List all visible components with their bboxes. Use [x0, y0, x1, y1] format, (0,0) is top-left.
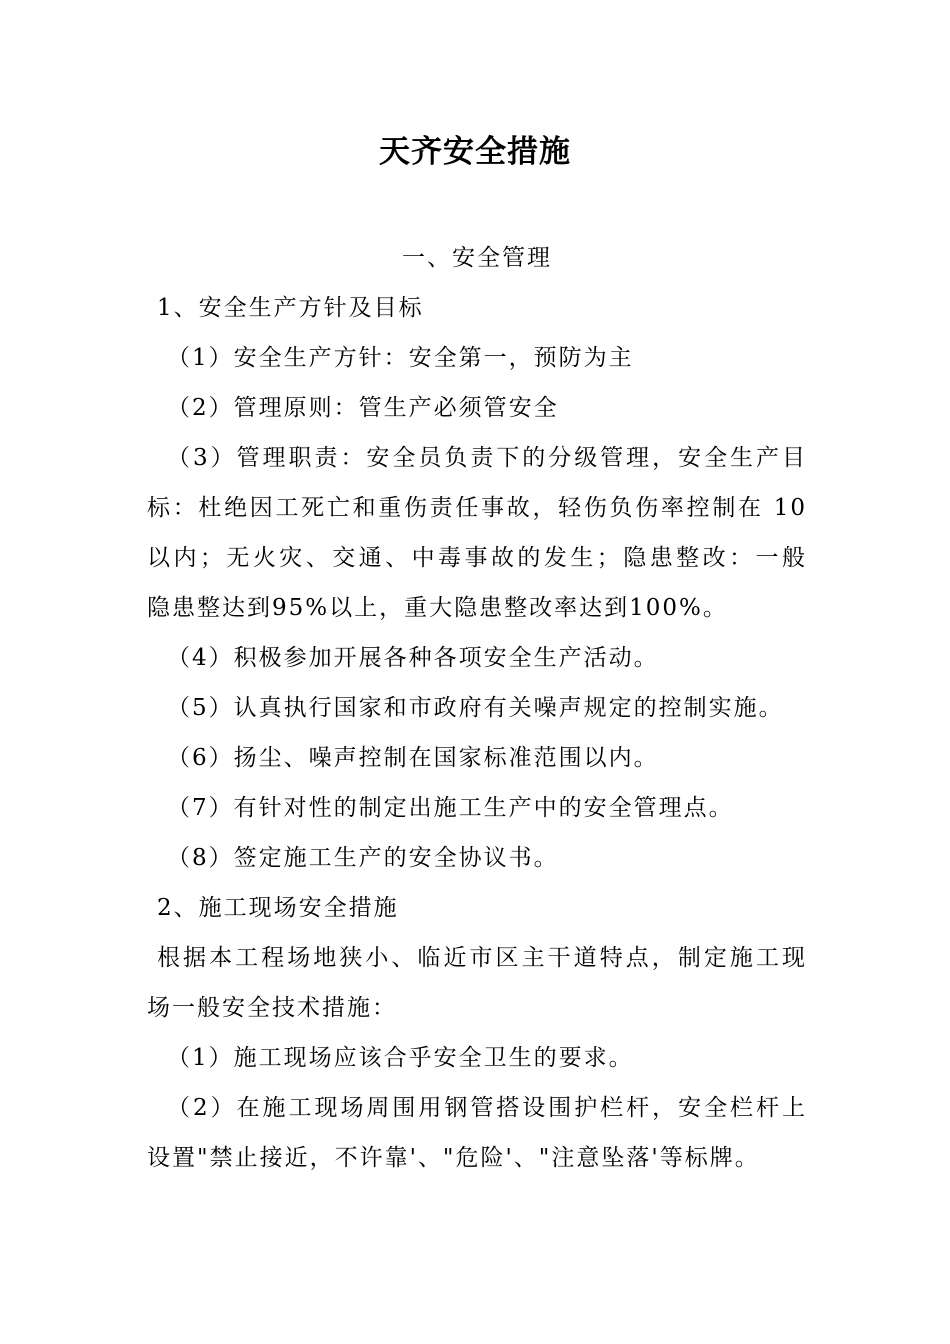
intro-paragraph-line-2: 场一般安全技术措施： [147, 995, 397, 1021]
list-item-1-1: （1）安全生产方针：安全第一，预防为主 [167, 345, 634, 371]
intro-paragraph-line-1: 根据本工程场地狭小、临近市区主干道特点，制定施工现 [157, 945, 807, 971]
list-item-2-1: （1）施工现场应该合乎安全卫生的要求。 [167, 1045, 634, 1071]
list-item-1-3-line-3: 以内；无火灾、交通、中毒事故的发生；隐患整改：一般 [147, 545, 807, 571]
list-item-1-3-line-4: 隐患整达到95%以上，重大隐患整改率达到100%。 [147, 595, 728, 621]
list-item-1-8: （8）签定施工生产的安全协议书。 [167, 845, 559, 871]
document-title: 天齐安全措施 [379, 134, 571, 170]
list-item-1-2: （2）管理原则：管生产必须管安全 [167, 395, 559, 421]
list-item-1-4: （4）积极参加开展各种各项安全生产活动。 [167, 645, 659, 671]
subsection-heading-1: 1、安全生产方针及目标 [157, 295, 424, 321]
document-body [147, 233, 807, 1183]
list-item-1-3-line-2: 标：杜绝因工死亡和重伤责任事故，轻伤负伤率控制在 10 [147, 495, 807, 521]
subsection-heading-2: 2、施工现场安全措施 [157, 895, 399, 921]
list-item-2-2-line-1: （2）在施工现场周围用钢管搭设围护栏杆，安全栏杆上 [167, 1095, 807, 1121]
section-heading: 一、安全管理 [402, 245, 552, 271]
list-item-1-6: （6）扬尘、噪声控制在国家标准范围以内。 [167, 745, 659, 771]
list-item-2-2-line-2: 设置"禁止接近，不许靠'、"危险'、"注意坠落'等标牌。 [147, 1145, 760, 1171]
list-item-1-5: （5）认真执行国家和市政府有关噪声规定的控制实施。 [167, 695, 784, 721]
list-item-1-7: （7）有针对性的制定出施工生产中的安全管理点。 [167, 795, 734, 821]
list-item-1-3-line-1: （3）管理职责：安全员负责下的分级管理，安全生产目 [167, 445, 807, 471]
